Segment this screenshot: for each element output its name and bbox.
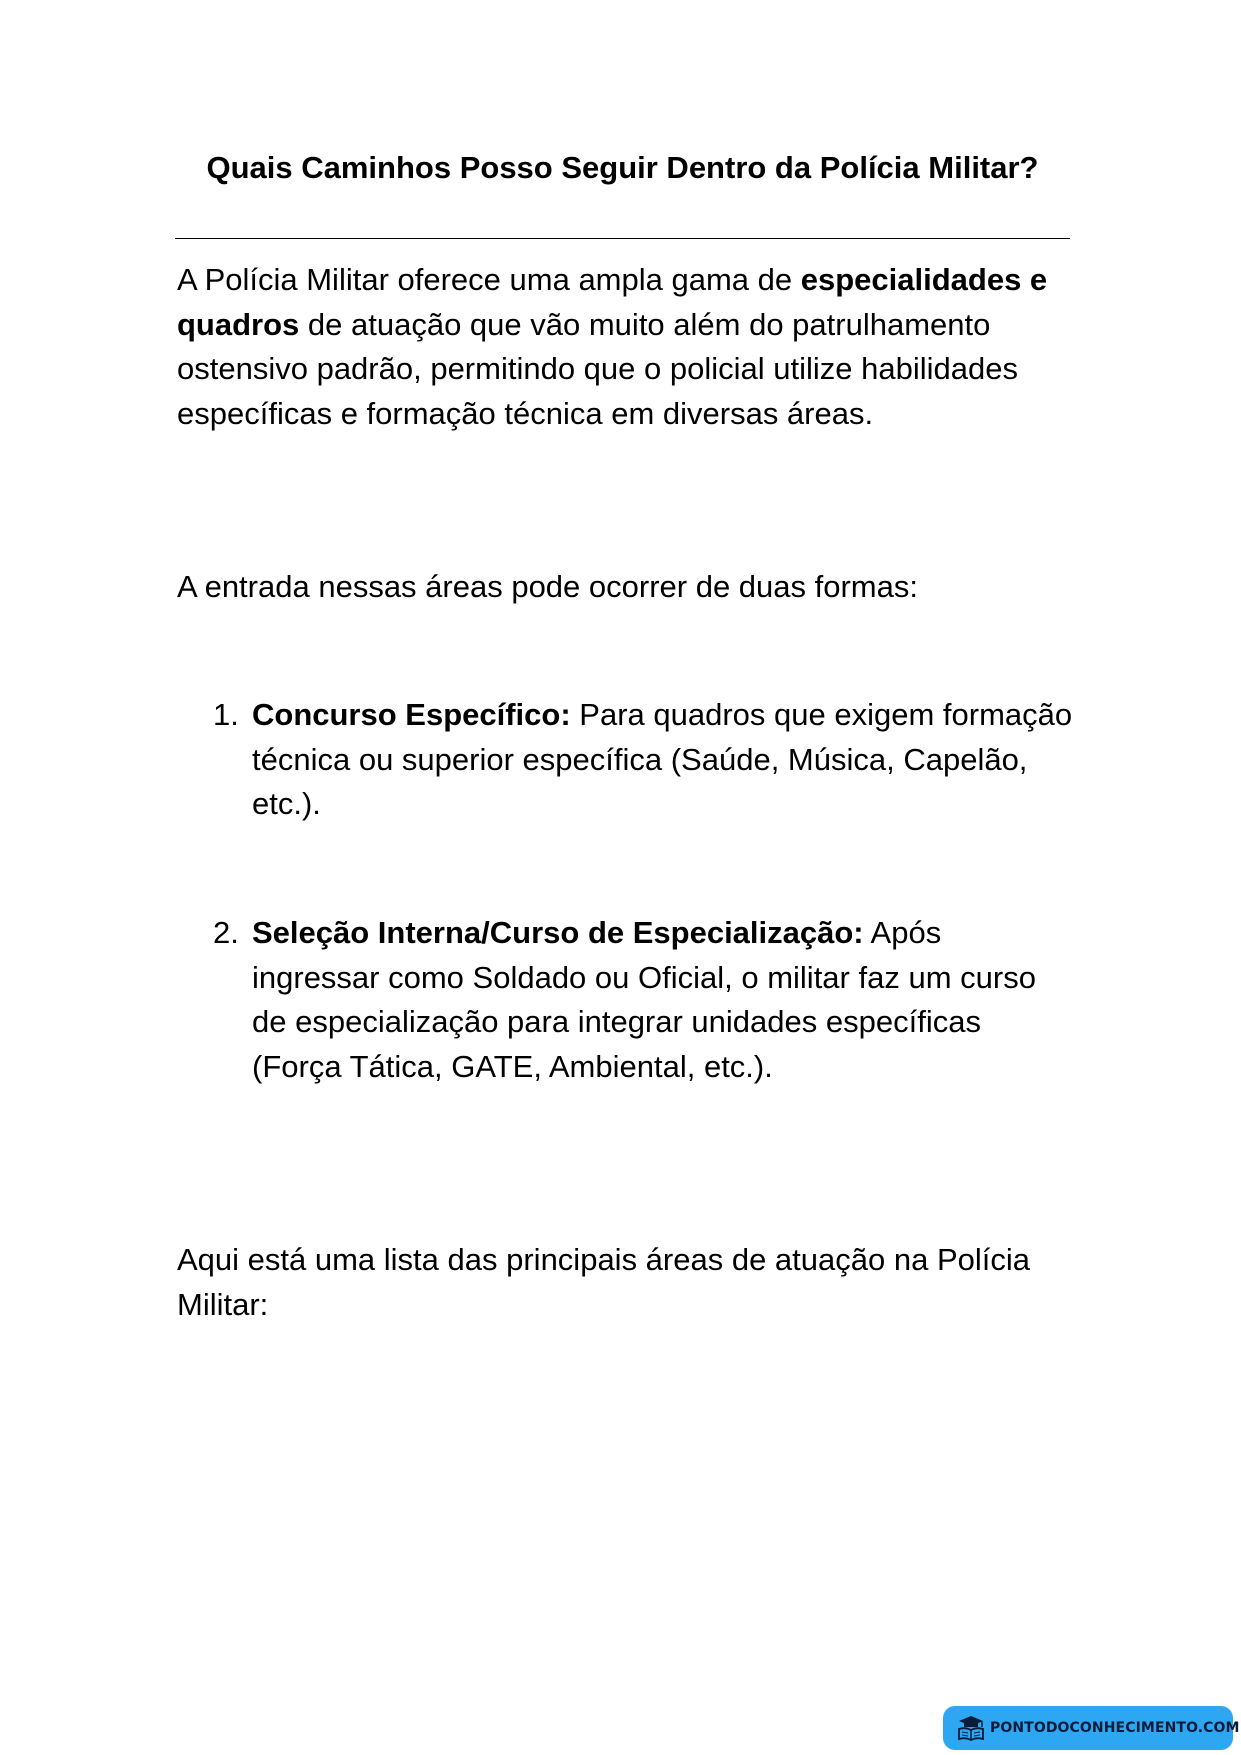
intro-text-before: A Polícia Militar oferece uma ampla gama de — [177, 262, 801, 297]
list-item — [177, 693, 1077, 827]
list-item-text: Após ingressar como Soldado ou Oficial, o militar faz um curso de especialização para integrar unidades específicas (Força Tática, GATE, Ambiental, etc.). — [252, 915, 1036, 1084]
intro-text-after: de atuação que vão muito além do patrulhamento ostensivo padrão, permitindo que o policial utilize habilidades específicas e formação técnica em diversas áreas. — [177, 306, 1018, 431]
entry-forms-paragraph: A entrada nessas áreas pode ocorrer de duas formas: — [177, 569, 918, 604]
brand-badge[interactable] — [943, 1706, 1240, 1750]
outro-paragraph: Aqui está uma lista das principais áreas de atuação na Polícia Militar: — [177, 1242, 1030, 1322]
numbered-list-item-2 — [177, 911, 1077, 1089]
list-number: 1. — [213, 697, 239, 732]
list-item-text: Para quadros que exigem formação técnica ou superior específica (Saúde, Música, Capelão, etc.). — [252, 697, 1073, 821]
list-number: 2. — [213, 915, 239, 950]
intro-bold-text: especialidades e quadros — [177, 262, 1048, 342]
graduation-book-icon — [956, 1714, 986, 1742]
list-item — [177, 911, 1077, 1089]
page-title: Quais Caminhos Posso Seguir Dentro da Polícia Militar? — [206, 150, 1039, 185]
numbered-list-item-1 — [177, 693, 1077, 827]
intro-paragraph — [177, 258, 1077, 436]
list-item-heading: Concurso Específico: — [252, 697, 571, 732]
brand-text: PONTODOCONHECIMENTO.COM — [990, 1720, 1240, 1736]
list-item-heading: Seleção Interna/Curso de Especialização: — [252, 915, 864, 950]
title-divider — [175, 238, 1070, 239]
